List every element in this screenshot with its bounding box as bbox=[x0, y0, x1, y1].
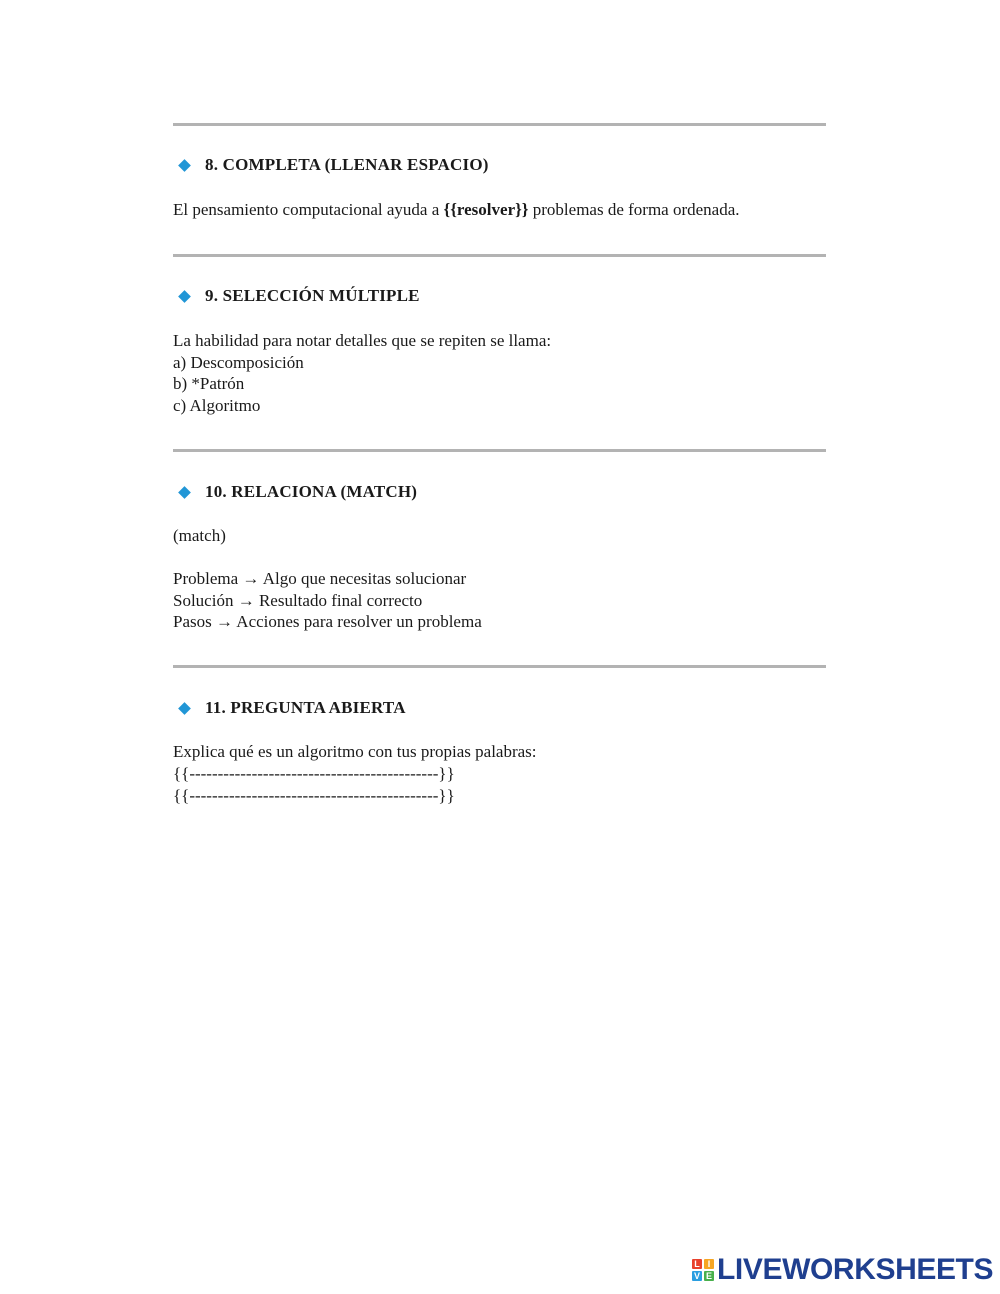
section-8-title: 8. COMPLETA (LLENAR ESPACIO) bbox=[205, 155, 489, 174]
sentence-end: problemas de forma ordenada. bbox=[528, 200, 740, 219]
logo-tile: I bbox=[704, 1259, 714, 1269]
logo-tile: V bbox=[693, 1271, 700, 1281]
mc-option-a[interactable]: a) Descomposición bbox=[173, 352, 304, 372]
section-9-title: 9. SELECCIÓN MÚLTIPLE bbox=[205, 286, 420, 305]
logo-tile: L bbox=[692, 1259, 702, 1269]
logo-tile: E bbox=[705, 1271, 712, 1281]
logo-wordmark: LIVEWORKSHEETS bbox=[717, 1253, 994, 1286]
fill-blank-sentence bbox=[173, 199, 740, 221]
section-heading bbox=[178, 154, 489, 176]
match-pair[interactable]: Solución → Resultado final correcto bbox=[173, 590, 423, 610]
section-divider bbox=[173, 254, 826, 257]
section-10-title: 10. RELACIONA (MATCH) bbox=[205, 482, 418, 501]
match-pair[interactable]: Pasos → Acciones para resolver un problema bbox=[173, 612, 482, 631]
sentence-start: El pensamiento computacional ayuda a bbox=[173, 200, 444, 219]
diamond-bullet-icon bbox=[178, 486, 191, 499]
section-divider bbox=[173, 123, 826, 126]
diamond-bullet-icon bbox=[178, 290, 191, 303]
open-question: Explica qué es un algoritmo con tus propias palabras: bbox=[173, 742, 537, 761]
section-heading bbox=[178, 285, 420, 307]
diamond-bullet-icon bbox=[178, 702, 191, 715]
diamond-bullet-icon bbox=[178, 159, 191, 172]
match-pair[interactable]: Problema → Algo que necesitas solucionar bbox=[173, 569, 467, 588]
open-answer-field[interactable]: {{--------------------------------------------}} bbox=[173, 764, 455, 783]
section-11-title: 11. PREGUNTA ABIERTA bbox=[205, 698, 406, 717]
live-tiles-icon bbox=[692, 1259, 714, 1281]
section-divider bbox=[173, 449, 826, 452]
section-divider bbox=[173, 665, 826, 668]
match-tag: (match) bbox=[173, 526, 226, 545]
section-heading bbox=[178, 697, 406, 719]
mc-option-b[interactable]: b) *Patrón bbox=[173, 374, 245, 393]
liveworksheets-logo bbox=[692, 1255, 993, 1285]
mc-option-c[interactable]: c) Algoritmo bbox=[173, 395, 261, 415]
section-heading bbox=[178, 481, 417, 503]
open-answer-field[interactable]: {{--------------------------------------------}} bbox=[173, 785, 455, 805]
blank-answer-field[interactable]: {{resolver}} bbox=[443, 200, 529, 219]
mc-question: La habilidad para notar detalles que se repiten se llama: bbox=[173, 331, 552, 350]
